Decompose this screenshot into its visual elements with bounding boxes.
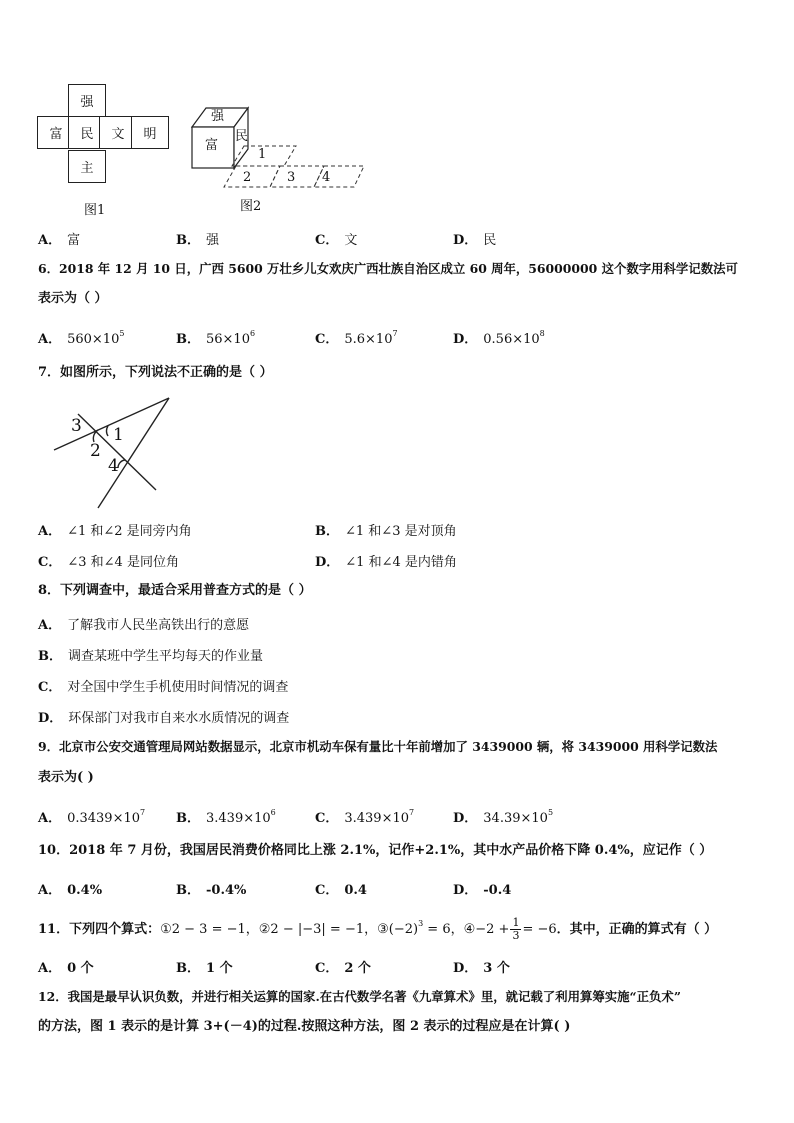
option-letter: B． xyxy=(315,524,339,539)
q8-option-a[interactable] xyxy=(38,614,249,633)
q6-stem-line2: 表示为（ ） xyxy=(38,291,108,306)
q11-option-b[interactable] xyxy=(176,957,233,976)
angle-label-3: 3 xyxy=(71,416,82,436)
option-letter: B． xyxy=(176,961,200,976)
q5-option-b[interactable] xyxy=(176,229,219,248)
net-cell-right2: 明 xyxy=(131,116,169,149)
q9-option-b[interactable] xyxy=(176,807,276,826)
option-text: 2 个 xyxy=(344,961,371,976)
sheet-label-1: 1 xyxy=(258,147,267,162)
option-letter: D． xyxy=(453,961,478,976)
q8-option-c[interactable] xyxy=(38,676,288,695)
option-text: 调查某班中学生平均每天的作业量 xyxy=(68,649,264,664)
figure-2-label: 图2 xyxy=(240,199,262,214)
option-exponent: 8 xyxy=(539,329,545,338)
cube-face-front: 富 xyxy=(205,138,219,153)
q10-option-d[interactable] xyxy=(453,879,511,898)
option-letter: B． xyxy=(176,811,200,826)
option-base: 3.439×10 xyxy=(344,811,410,826)
option-letter: D． xyxy=(453,332,478,347)
option-letter: A． xyxy=(38,524,62,539)
sheet-label-4: 4 xyxy=(322,170,331,185)
option-text: 文 xyxy=(344,233,358,248)
option-letter: C． xyxy=(315,332,339,347)
cube-face-top: 强 xyxy=(211,109,225,124)
q5-option-a[interactable] xyxy=(38,229,80,248)
q11-expr-3-base: ③(−2) xyxy=(377,921,419,937)
option-letter: B． xyxy=(176,883,200,898)
q10-stem: 10．2018 年 7 月份，我国居民消费价格同比上涨 2.1%，记作+2.1%，其中水产品价格下降 0.4%，应记作（ ） xyxy=(38,843,713,858)
option-text: 3 个 xyxy=(483,961,510,976)
option-exponent: 5 xyxy=(547,808,554,817)
option-exponent: 6 xyxy=(249,329,256,338)
option-text: 1 个 xyxy=(206,961,233,976)
fraction xyxy=(510,917,521,942)
q6-option-d[interactable] xyxy=(453,328,545,347)
cube-face-side: 民 xyxy=(235,129,249,144)
option-text: 0.4% xyxy=(67,883,103,898)
option-letter: A． xyxy=(38,618,62,633)
option-exponent: 6 xyxy=(270,808,276,817)
q8-option-b[interactable] xyxy=(38,645,263,664)
q8-stem: 8．下列调查中，最适合采用普查方式的是（ ） xyxy=(38,583,312,598)
option-letter: C． xyxy=(315,233,339,248)
option-letter: D． xyxy=(453,883,478,898)
option-exponent: 5 xyxy=(119,329,125,338)
q12-stem-line1: 12．我国是最早认识负数，并进行相关运算的国家.在古代数学名著《九章算术》里，就记载了利用算筹实施“正负术” xyxy=(38,989,681,1004)
q11-expr-3-result: = 6， xyxy=(423,921,464,937)
q9-stem-line2: 表示为( ) xyxy=(38,770,94,785)
option-text: ∠1 和∠2 是同旁内角 xyxy=(67,524,192,539)
option-letter: D． xyxy=(38,711,63,726)
net-cell-top: 强 xyxy=(68,84,106,117)
option-letter: C． xyxy=(315,961,339,976)
q9-option-c[interactable] xyxy=(315,807,414,826)
sheet-label-2: 2 xyxy=(243,170,252,185)
q11-expr-4 xyxy=(464,917,557,942)
sheet-label-3: 3 xyxy=(287,170,296,185)
net-cell-center: 民 xyxy=(68,116,106,149)
q11-option-a[interactable] xyxy=(38,957,94,976)
option-exponent: 7 xyxy=(409,808,415,817)
net-cell-bottom: 主 xyxy=(68,150,106,183)
q6-option-a[interactable] xyxy=(38,328,124,347)
q8-option-d[interactable] xyxy=(38,707,289,726)
option-base: 56×10 xyxy=(206,332,250,347)
angle-label-4: 4 xyxy=(108,456,119,476)
option-text: 对全国中学生手机使用时间情况的调查 xyxy=(67,680,289,695)
q11-expr-4-lead: ④−2 + xyxy=(463,922,510,937)
option-base: 0.3439×10 xyxy=(67,811,141,826)
option-text: ∠3 和∠4 是同位角 xyxy=(67,555,179,570)
option-base: 34.39×10 xyxy=(483,811,548,826)
option-text: 0.4 xyxy=(344,883,367,898)
q11-option-d[interactable] xyxy=(453,957,510,976)
option-letter: D． xyxy=(453,811,478,826)
option-exponent: 7 xyxy=(392,329,398,338)
q11-expr-3-exponent: 3 xyxy=(418,918,424,928)
option-text: 0 个 xyxy=(67,961,94,976)
q9-option-a[interactable] xyxy=(38,807,145,826)
q7-angle-figure xyxy=(48,392,173,512)
q7-option-a[interactable] xyxy=(38,520,192,539)
option-text: -0.4% xyxy=(206,883,247,898)
q10-option-b[interactable] xyxy=(176,879,246,898)
option-base: 560×10 xyxy=(67,332,120,347)
option-base: 3.439×10 xyxy=(206,811,271,826)
q11-option-c[interactable] xyxy=(315,957,371,976)
option-letter: A． xyxy=(38,332,62,347)
option-letter: A． xyxy=(38,961,62,976)
q10-option-c[interactable] xyxy=(315,879,367,898)
q11-expr-2: ②2 − |−3| = −1， xyxy=(258,921,378,937)
q11-expr-1: ①2 − 3 = −1， xyxy=(160,921,259,937)
option-letter: A． xyxy=(38,233,62,248)
option-text: 民 xyxy=(483,233,497,248)
q7-option-c[interactable] xyxy=(38,551,179,570)
fraction-numerator: 1 xyxy=(512,916,520,929)
option-text: ∠1 和∠4 是内错角 xyxy=(345,555,457,570)
q6-stem-line1: 6．2018 年 12 月 10 日，广西 5600 万壮乡儿女欢庆广西壮族自治区成立 60 周年，56000000 这个数字用科学记数法可 xyxy=(38,261,738,276)
option-letter: A． xyxy=(38,883,62,898)
option-letter: C． xyxy=(315,811,339,826)
option-base: 0.56×10 xyxy=(483,332,540,347)
net-cell-left: 富 xyxy=(37,116,75,149)
fraction-denominator: 3 xyxy=(512,929,520,942)
q5-option-d[interactable] xyxy=(453,229,496,248)
option-letter: B． xyxy=(176,332,200,347)
option-text: 环保部门对我市自来水水质情况的调查 xyxy=(68,711,290,726)
q9-stem-line1: 9．北京市公安交通管理局网站数据显示，北京市机动车保有量比十年前增加了 3439000 辆，将 3439000 用科学记数法 xyxy=(38,739,718,754)
option-text: 了解我市人民坐高铁出行的意愿 xyxy=(67,618,250,633)
q7-stem: 7．如图所示，下列说法不正确的是（ ） xyxy=(38,365,273,380)
option-text: 富 xyxy=(67,233,81,248)
option-letter: D． xyxy=(315,555,340,570)
option-letter: C． xyxy=(38,680,62,695)
q11-stem xyxy=(38,917,717,942)
q7-option-b[interactable] xyxy=(315,520,457,539)
option-exponent: 7 xyxy=(140,808,146,817)
option-letter: C． xyxy=(315,883,339,898)
q5-option-c[interactable] xyxy=(315,229,357,248)
figure-1-label: 图1 xyxy=(84,203,106,218)
q6-option-c[interactable] xyxy=(315,328,398,347)
angle-label-2: 2 xyxy=(90,441,101,461)
q6-option-b[interactable] xyxy=(176,328,255,347)
q10-option-a[interactable] xyxy=(38,879,102,898)
q11-expr-4-result: = −6 xyxy=(522,922,557,937)
option-letter: B． xyxy=(176,233,200,248)
option-text: 强 xyxy=(206,233,220,248)
option-letter: C． xyxy=(38,555,62,570)
option-text: -0.4 xyxy=(483,883,512,898)
q11-suffix: ．其中，正确的算式有（ ） xyxy=(556,921,718,937)
angle-label-1: 1 xyxy=(113,425,124,445)
option-letter: A． xyxy=(38,811,62,826)
q12-stem-line2: 的方法，图 1 表示的是计算 3+(－4)的过程.按照这种方法，图 2 表示的过程应是在计算( ) xyxy=(38,1019,571,1034)
q11-prefix: 11．下列四个算式： xyxy=(38,921,161,937)
q11-expr-3 xyxy=(377,918,464,939)
net-cell-right1: 文 xyxy=(99,116,137,149)
option-text: ∠1 和∠3 是对顶角 xyxy=(345,524,457,539)
option-letter: D． xyxy=(453,233,478,248)
option-base: 5.6×10 xyxy=(344,332,393,347)
q9-option-d[interactable] xyxy=(453,807,553,826)
q7-option-d[interactable] xyxy=(315,551,457,570)
option-letter: B． xyxy=(38,649,62,664)
